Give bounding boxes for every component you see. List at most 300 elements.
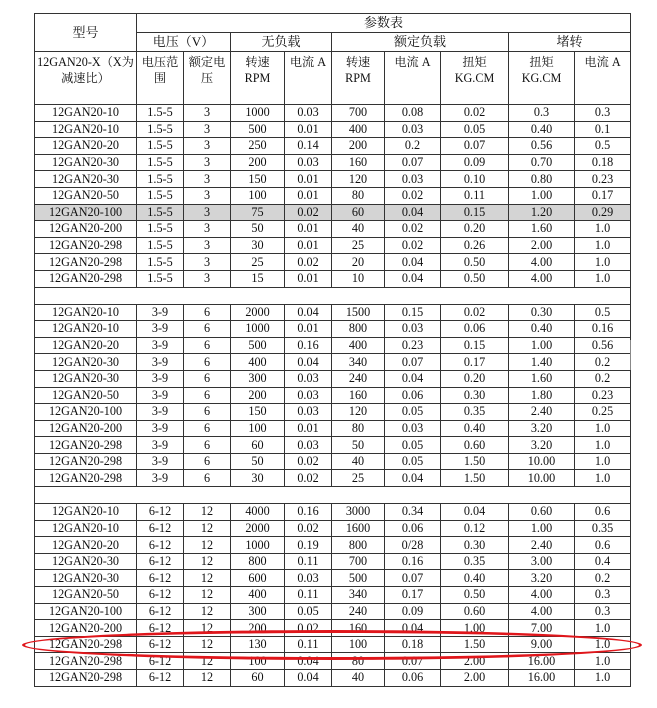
stall-current-cell: 0.2 <box>575 370 631 387</box>
stall-current-cell: 1.0 <box>575 270 631 287</box>
table-row <box>35 154 631 171</box>
table-row <box>35 537 631 554</box>
model-cell: 12GAN20-298 <box>35 254 137 271</box>
stall-torque-cell: 3.20 <box>509 420 575 437</box>
no-load-current-cell: 0.01 <box>285 321 332 338</box>
no-load-current-cell: 0.03 <box>285 387 332 404</box>
no-load-current-cell: 0.01 <box>285 221 332 238</box>
voltage-range-cell: 6-12 <box>137 620 184 637</box>
table-row <box>35 587 631 604</box>
rated-speed-cell: 1600 <box>332 520 385 537</box>
rated-speed-cell: 25 <box>332 470 385 487</box>
no-load-current-cell: 0.02 <box>285 204 332 221</box>
model-cell: 12GAN20-30 <box>35 370 137 387</box>
model-cell: 12GAN20-50 <box>35 187 137 204</box>
voltage-range-cell: 6-12 <box>137 504 184 521</box>
rated-torque-cell: 0.17 <box>441 354 509 371</box>
model-desc-header: 12GAN20-X（X为减速比） <box>35 52 137 105</box>
no-load-speed-cell: 200 <box>231 154 285 171</box>
table-row <box>35 138 631 155</box>
stall-current-cell: 0.25 <box>575 404 631 421</box>
rated-speed-cell: 40 <box>332 670 385 687</box>
rated-torque-cell: 0.50 <box>441 587 509 604</box>
rated-torque-cell: 0.40 <box>441 420 509 437</box>
model-cell: 12GAN20-10 <box>35 304 137 321</box>
rated-torque-cell: 1.50 <box>441 636 509 653</box>
rated-voltage-cell: 6 <box>184 453 231 470</box>
rated-torque-cell: 0.10 <box>441 171 509 188</box>
no-load-current-cell: 0.04 <box>285 354 332 371</box>
no-load-current-cell: 0.05 <box>285 603 332 620</box>
rated-speed-cell: 400 <box>332 337 385 354</box>
model-cell: 12GAN20-100 <box>35 603 137 620</box>
voltage-range-cell: 1.5-5 <box>137 204 184 221</box>
no-load-speed-cell: 500 <box>231 121 285 138</box>
stall-torque-cell: 0.70 <box>509 154 575 171</box>
voltage-range-cell: 3-9 <box>137 304 184 321</box>
rated-torque-cell: 0.09 <box>441 154 509 171</box>
no-load-current-cell: 0.01 <box>285 270 332 287</box>
voltage-range-cell: 1.5-5 <box>137 121 184 138</box>
rated-voltage-cell: 12 <box>184 520 231 537</box>
table-row <box>35 520 631 537</box>
model-cell: 12GAN20-10 <box>35 504 137 521</box>
model-cell: 12GAN20-298 <box>35 237 137 254</box>
motor-parameter-table <box>34 13 631 687</box>
model-cell: 12GAN20-50 <box>35 387 137 404</box>
no-load-speed-cell: 150 <box>231 171 285 188</box>
no-load-speed-cell: 100 <box>231 653 285 670</box>
table-row <box>35 171 631 188</box>
voltage-range-cell: 3-9 <box>137 453 184 470</box>
table-row <box>35 570 631 587</box>
rated-voltage-cell: 6 <box>184 387 231 404</box>
no-load-speed-header: 转速 RPM <box>231 52 285 105</box>
stall-torque-cell: 1.40 <box>509 354 575 371</box>
no-load-current-cell: 0.03 <box>285 437 332 454</box>
no-load-current-cell: 0.02 <box>285 470 332 487</box>
rated-current-cell: 0.23 <box>385 337 441 354</box>
rated-speed-cell: 800 <box>332 537 385 554</box>
model-cell: 12GAN20-298 <box>35 670 137 687</box>
stall-current-cell: 1.0 <box>575 437 631 454</box>
no-load-current-cell: 0.04 <box>285 304 332 321</box>
rated-current-header: 电流 A <box>385 52 441 105</box>
rated-current-cell: 0.17 <box>385 587 441 604</box>
rated-speed-cell: 240 <box>332 603 385 620</box>
rated-speed-cell: 800 <box>332 321 385 338</box>
no-load-current-cell: 0.11 <box>285 636 332 653</box>
rated-torque-cell: 0.60 <box>441 603 509 620</box>
table-row <box>35 237 631 254</box>
stall-torque-cell: 0.60 <box>509 504 575 521</box>
rated-speed-cell: 80 <box>332 653 385 670</box>
stall-torque-cell: 1.00 <box>509 520 575 537</box>
stall-torque-cell: 10.00 <box>509 470 575 487</box>
rated-voltage-cell: 6 <box>184 321 231 338</box>
model-cell: 12GAN20-10 <box>35 520 137 537</box>
stall-current-cell: 0.6 <box>575 504 631 521</box>
rated-torque-cell: 0.35 <box>441 404 509 421</box>
rated-speed-cell: 700 <box>332 105 385 122</box>
rated-speed-cell: 400 <box>332 121 385 138</box>
rated-torque-cell: 2.00 <box>441 653 509 670</box>
model-cell: 12GAN20-30 <box>35 171 137 188</box>
table-row <box>35 653 631 670</box>
voltage-range-cell: 6-12 <box>137 653 184 670</box>
voltage-range-cell: 3-9 <box>137 370 184 387</box>
stall-torque-cell: 0.40 <box>509 321 575 338</box>
stall-torque-cell: 3.20 <box>509 570 575 587</box>
params-header: 参数表 <box>137 14 631 33</box>
no-load-speed-cell: 25 <box>231 254 285 271</box>
rated-voltage-cell: 6 <box>184 354 231 371</box>
rated-speed-cell: 40 <box>332 221 385 238</box>
stall-torque-cell: 0.40 <box>509 121 575 138</box>
stall-current-cell: 0.5 <box>575 304 631 321</box>
no-load-speed-cell: 1000 <box>231 105 285 122</box>
stall-torque-cell: 4.00 <box>509 270 575 287</box>
stall-torque-cell: 0.30 <box>509 304 575 321</box>
table-row <box>35 553 631 570</box>
rated-voltage-cell: 12 <box>184 603 231 620</box>
stall-current-cell: 0.4 <box>575 553 631 570</box>
no-load-current-cell: 0.11 <box>285 553 332 570</box>
margin-mark <box>630 340 631 370</box>
rated-current-cell: 0.06 <box>385 387 441 404</box>
no-load-current-cell: 0.14 <box>285 138 332 155</box>
table-row <box>35 470 631 487</box>
rated-torque-cell: 2.00 <box>441 670 509 687</box>
stall-torque-cell: 3.00 <box>509 553 575 570</box>
voltage-range-cell: 3-9 <box>137 420 184 437</box>
rated-voltage-cell: 3 <box>184 154 231 171</box>
no-load-current-cell: 0.02 <box>285 520 332 537</box>
model-cell: 12GAN20-10 <box>35 121 137 138</box>
rated-current-cell: 0.02 <box>385 187 441 204</box>
rated-voltage-cell: 6 <box>184 437 231 454</box>
stall-group-header: 堵转 <box>509 33 631 52</box>
rated-current-cell: 0.04 <box>385 370 441 387</box>
rated-current-cell: 0.05 <box>385 437 441 454</box>
rated-torque-cell: 0.35 <box>441 553 509 570</box>
stall-current-cell: 0.2 <box>575 570 631 587</box>
no-load-current-cell: 0.01 <box>285 237 332 254</box>
no-load-speed-cell: 200 <box>231 620 285 637</box>
model-cell: 12GAN20-30 <box>35 570 137 587</box>
rated-voltage-cell: 12 <box>184 670 231 687</box>
stall-torque-cell: 1.60 <box>509 370 575 387</box>
model-cell: 12GAN20-298 <box>35 653 137 670</box>
rated-voltage-cell: 6 <box>184 470 231 487</box>
table-row <box>35 504 631 521</box>
rated-torque-cell: 0.26 <box>441 237 509 254</box>
voltage-range-cell: 1.5-5 <box>137 237 184 254</box>
stall-torque-cell: 4.00 <box>509 254 575 271</box>
stall-torque-cell: 10.00 <box>509 453 575 470</box>
rated-torque-cell: 0.50 <box>441 254 509 271</box>
rated-current-cell: 0.08 <box>385 105 441 122</box>
stall-torque-cell: 16.00 <box>509 670 575 687</box>
rated-current-cell: 0.06 <box>385 520 441 537</box>
rated-voltage-cell: 12 <box>184 570 231 587</box>
rated-current-cell: 0.06 <box>385 670 441 687</box>
rated-torque-cell: 0.20 <box>441 221 509 238</box>
voltage-range-cell: 6-12 <box>137 553 184 570</box>
stall-current-cell: 0.35 <box>575 520 631 537</box>
rated-voltage-cell: 3 <box>184 270 231 287</box>
model-cell: 12GAN20-200 <box>35 620 137 637</box>
no-load-current-cell: 0.01 <box>285 187 332 204</box>
no-load-current-cell: 0.16 <box>285 504 332 521</box>
rated-voltage-cell: 3 <box>184 187 231 204</box>
voltage-range-cell: 6-12 <box>137 520 184 537</box>
rated-current-cell: 0.02 <box>385 221 441 238</box>
no-load-speed-cell: 200 <box>231 387 285 404</box>
rated-speed-cell: 20 <box>332 254 385 271</box>
table-row-highlighted <box>35 204 631 221</box>
rated-current-cell: 0.04 <box>385 254 441 271</box>
model-cell: 12GAN20-30 <box>35 154 137 171</box>
model-cell: 12GAN20-298 <box>35 437 137 454</box>
rated-current-cell: 0.04 <box>385 470 441 487</box>
no-load-speed-cell: 800 <box>231 553 285 570</box>
table-row <box>35 620 631 637</box>
no-load-current-cell: 0.02 <box>285 620 332 637</box>
rated-speed-cell: 340 <box>332 354 385 371</box>
model-header: 型号 <box>35 14 137 52</box>
rated-current-cell: 0.15 <box>385 304 441 321</box>
stall-current-cell: 0.2 <box>575 354 631 371</box>
voltage-range-cell: 6-12 <box>137 636 184 653</box>
stall-torque-cell: 16.00 <box>509 653 575 670</box>
no-load-current-cell: 0.03 <box>285 105 332 122</box>
voltage-range-header: 电压范围 <box>137 52 184 105</box>
no-load-speed-cell: 30 <box>231 470 285 487</box>
stall-current-cell: 0.3 <box>575 105 631 122</box>
rated-voltage-cell: 6 <box>184 370 231 387</box>
table-row <box>35 187 631 204</box>
no-load-speed-cell: 600 <box>231 570 285 587</box>
no-load-current-cell: 0.03 <box>285 154 332 171</box>
stall-current-cell: 0.17 <box>575 187 631 204</box>
rated-torque-cell: 1.50 <box>441 470 509 487</box>
table-row <box>35 387 631 404</box>
voltage-range-cell: 3-9 <box>137 337 184 354</box>
rated-voltage-cell: 3 <box>184 105 231 122</box>
rated-speed-cell: 500 <box>332 570 385 587</box>
rated-current-cell: 0.07 <box>385 570 441 587</box>
rated-torque-cell: 0.02 <box>441 304 509 321</box>
rated-voltage-cell: 6 <box>184 304 231 321</box>
rated-torque-cell: 0.40 <box>441 570 509 587</box>
stall-torque-cell: 0.80 <box>509 171 575 188</box>
no-load-current-cell: 0.11 <box>285 587 332 604</box>
rated-voltage-cell: 12 <box>184 636 231 653</box>
table-row <box>35 404 631 421</box>
no-load-current-cell: 0.01 <box>285 171 332 188</box>
rated-speed-cell: 340 <box>332 587 385 604</box>
stall-torque-header: 扭矩 KG.CM <box>509 52 575 105</box>
rated-current-cell: 0.02 <box>385 237 441 254</box>
stall-current-cell: 0.3 <box>575 603 631 620</box>
rated-speed-cell: 40 <box>332 453 385 470</box>
rated-voltage-cell: 12 <box>184 504 231 521</box>
rated-voltage-cell: 6 <box>184 404 231 421</box>
rated-current-cell: 0.03 <box>385 121 441 138</box>
rated-current-cell: 0/28 <box>385 537 441 554</box>
rated-torque-cell: 0.50 <box>441 270 509 287</box>
model-cell: 12GAN20-30 <box>35 354 137 371</box>
no-load-speed-cell: 50 <box>231 221 285 238</box>
rated-voltage-cell: 3 <box>184 204 231 221</box>
model-cell: 12GAN20-10 <box>35 105 137 122</box>
stall-torque-cell: 0.56 <box>509 138 575 155</box>
voltage-range-cell: 3-9 <box>137 354 184 371</box>
model-cell: 12GAN20-200 <box>35 420 137 437</box>
no-load-speed-cell: 500 <box>231 337 285 354</box>
table-row <box>35 420 631 437</box>
voltage-range-cell: 1.5-5 <box>137 105 184 122</box>
rated-voltage-cell: 12 <box>184 537 231 554</box>
rated-current-cell: 0.05 <box>385 453 441 470</box>
no-load-speed-cell: 150 <box>231 404 285 421</box>
no-load-speed-cell: 1000 <box>231 537 285 554</box>
no-load-current-cell: 0.19 <box>285 537 332 554</box>
rated-torque-cell: 0.07 <box>441 138 509 155</box>
stall-current-cell: 0.16 <box>575 321 631 338</box>
no-load-speed-cell: 75 <box>231 204 285 221</box>
stall-current-cell: 0.56 <box>575 337 631 354</box>
table-row <box>35 603 631 620</box>
stall-current-cell: 0.1 <box>575 121 631 138</box>
table-row <box>35 105 631 122</box>
rated-current-cell: 0.07 <box>385 354 441 371</box>
rated-speed-cell: 240 <box>332 370 385 387</box>
table-row <box>35 437 631 454</box>
rated-torque-cell: 0.20 <box>441 370 509 387</box>
no-load-speed-cell: 1000 <box>231 321 285 338</box>
rated-torque-cell: 0.02 <box>441 105 509 122</box>
no-load-current-header: 电流 A <box>285 52 332 105</box>
rated-speed-cell: 50 <box>332 437 385 454</box>
rated-torque-cell: 0.04 <box>441 504 509 521</box>
rated-voltage-header: 额定电压 <box>184 52 231 105</box>
no-load-speed-cell: 100 <box>231 187 285 204</box>
table-row <box>35 221 631 238</box>
voltage-range-cell: 3-9 <box>137 470 184 487</box>
rated-current-cell: 0.04 <box>385 204 441 221</box>
spec-sheet <box>34 13 630 687</box>
voltage-range-cell: 1.5-5 <box>137 154 184 171</box>
section-spacer-row <box>35 287 631 304</box>
rated-torque-cell: 0.15 <box>441 337 509 354</box>
voltage-range-cell: 6-12 <box>137 570 184 587</box>
no-load-current-cell: 0.02 <box>285 254 332 271</box>
stall-torque-cell: 1.60 <box>509 221 575 238</box>
rated-voltage-cell: 3 <box>184 221 231 238</box>
no-load-speed-cell: 50 <box>231 453 285 470</box>
stall-current-cell: 1.0 <box>575 470 631 487</box>
no-load-current-cell: 0.01 <box>285 420 332 437</box>
rated-voltage-cell: 3 <box>184 138 231 155</box>
model-cell: 12GAN20-10 <box>35 321 137 338</box>
table-row <box>35 354 631 371</box>
stall-torque-cell: 1.80 <box>509 387 575 404</box>
rated-current-cell: 0.05 <box>385 404 441 421</box>
table-row-circled <box>35 636 631 653</box>
rated-speed-cell: 200 <box>332 138 385 155</box>
rated-torque-cell: 0.30 <box>441 537 509 554</box>
stall-current-cell: 1.0 <box>575 670 631 687</box>
stall-current-cell: 0.5 <box>575 138 631 155</box>
section-spacer-cell <box>35 487 631 504</box>
model-cell: 12GAN20-20 <box>35 537 137 554</box>
rated-voltage-cell: 3 <box>184 121 231 138</box>
model-cell: 12GAN20-298 <box>35 453 137 470</box>
voltage-range-cell: 1.5-5 <box>137 187 184 204</box>
model-cell: 12GAN20-20 <box>35 138 137 155</box>
no-load-speed-cell: 60 <box>231 437 285 454</box>
rated-torque-cell: 0.05 <box>441 121 509 138</box>
stall-current-cell: 1.0 <box>575 237 631 254</box>
rated-speed-cell: 700 <box>332 553 385 570</box>
model-cell: 12GAN20-298 <box>35 270 137 287</box>
rated-load-group-header: 额定负载 <box>332 33 509 52</box>
rated-torque-cell: 0.06 <box>441 321 509 338</box>
no-load-group-header: 无负载 <box>231 33 332 52</box>
voltage-range-cell: 3-9 <box>137 437 184 454</box>
rated-speed-cell: 80 <box>332 187 385 204</box>
rated-voltage-cell: 3 <box>184 254 231 271</box>
rated-speed-cell: 120 <box>332 171 385 188</box>
no-load-speed-cell: 250 <box>231 138 285 155</box>
stall-torque-cell: 4.00 <box>509 603 575 620</box>
model-cell: 12GAN20-298 <box>35 470 137 487</box>
stall-current-header: 电流 A <box>575 52 631 105</box>
stall-current-cell: 1.0 <box>575 620 631 637</box>
table-row <box>35 321 631 338</box>
no-load-current-cell: 0.03 <box>285 370 332 387</box>
stall-current-cell: 0.29 <box>575 204 631 221</box>
rated-speed-cell: 160 <box>332 387 385 404</box>
no-load-speed-cell: 2000 <box>231 304 285 321</box>
rated-current-cell: 0.04 <box>385 620 441 637</box>
section-spacer-row <box>35 487 631 504</box>
rated-voltage-cell: 12 <box>184 553 231 570</box>
no-load-speed-cell: 30 <box>231 237 285 254</box>
rated-current-cell: 0.16 <box>385 553 441 570</box>
voltage-range-cell: 1.5-5 <box>137 254 184 271</box>
table-row <box>35 370 631 387</box>
rated-torque-cell: 1.00 <box>441 620 509 637</box>
no-load-speed-cell: 100 <box>231 420 285 437</box>
rated-voltage-cell: 12 <box>184 587 231 604</box>
no-load-speed-cell: 300 <box>231 370 285 387</box>
stall-torque-cell: 0.3 <box>509 105 575 122</box>
rated-current-cell: 0.34 <box>385 504 441 521</box>
rated-torque-cell: 0.15 <box>441 204 509 221</box>
no-load-current-cell: 0.01 <box>285 121 332 138</box>
no-load-speed-cell: 300 <box>231 603 285 620</box>
no-load-speed-cell: 2000 <box>231 520 285 537</box>
stall-torque-cell: 7.00 <box>509 620 575 637</box>
stall-torque-cell: 1.00 <box>509 337 575 354</box>
rated-voltage-cell: 6 <box>184 337 231 354</box>
no-load-current-cell: 0.03 <box>285 570 332 587</box>
stall-torque-cell: 1.00 <box>509 187 575 204</box>
rated-torque-cell: 0.12 <box>441 520 509 537</box>
